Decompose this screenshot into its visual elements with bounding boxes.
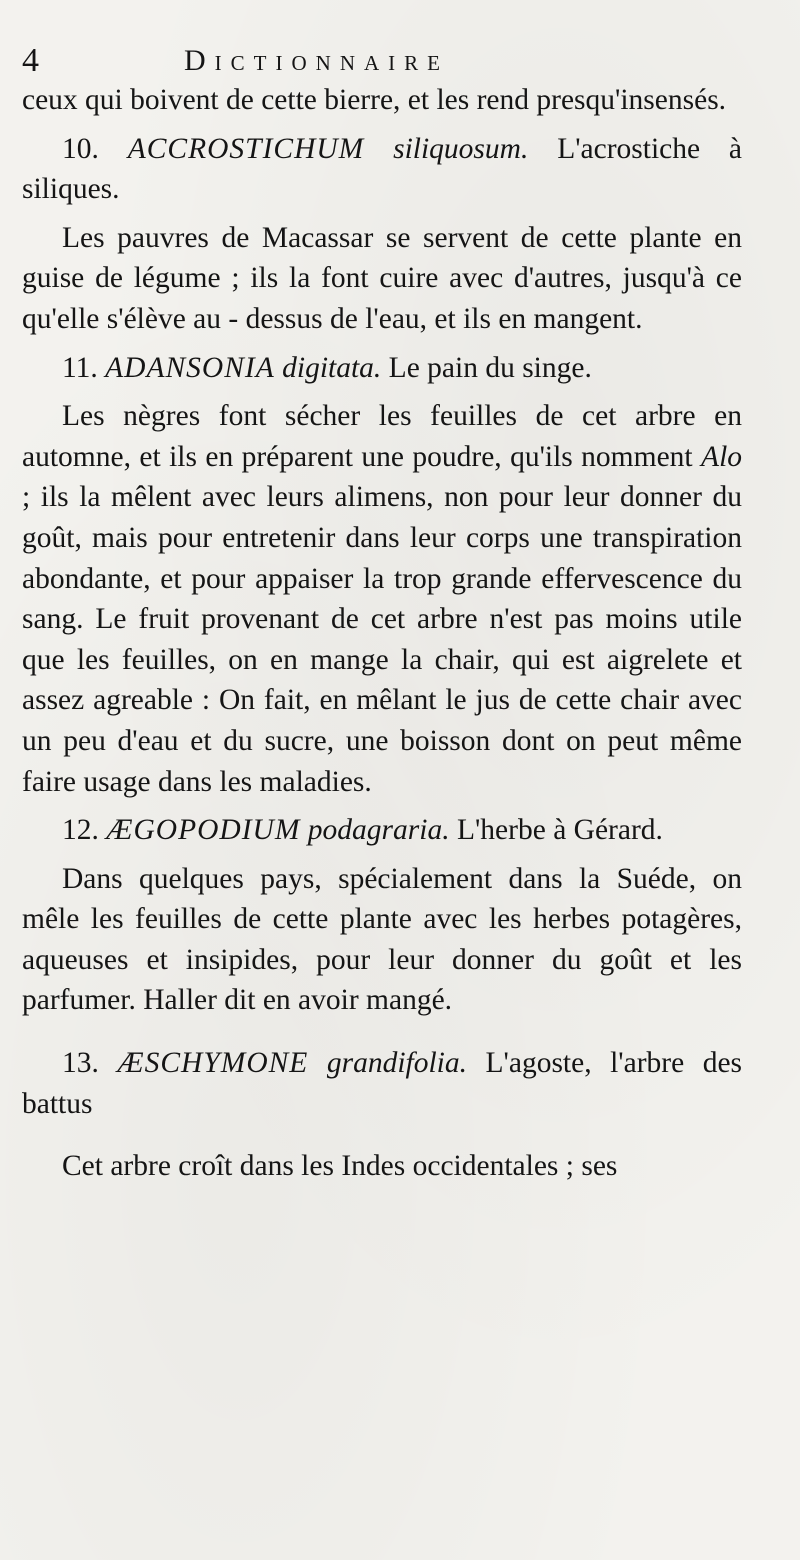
entry-number: 12. — [62, 814, 99, 847]
entry-number: 11. — [62, 351, 98, 384]
entry-heading — [22, 348, 742, 389]
entry-species: grandifolia. — [326, 1047, 467, 1080]
entry-heading — [22, 810, 742, 851]
entry-common-name: Le pain du singe. — [388, 351, 592, 384]
entry-number: 10. — [62, 132, 99, 165]
entry-heading — [22, 1043, 742, 1124]
entry-species: siliquosum. — [393, 132, 529, 165]
entry-description: Les pauvres de Macassar se servent de cette plante en guise de légume ; ils la font cuire avec d'autres, jusqu'à ce qu'elle s'élève au - dessus de l'eau, et ils en mangent. — [22, 221, 742, 335]
entry-common-name: L'acrostiche à siliques. — [22, 132, 743, 206]
entry-genus: ADANSONIA — [105, 351, 275, 384]
entry-genus: ÆSCHYMONE — [117, 1047, 309, 1080]
entry-species: podagraria. — [307, 814, 450, 847]
entry-common-name: L'herbe à Gérard. — [456, 814, 663, 847]
continuation-paragraph: ceux qui boivent de cette bierre, et les rend presqu'insensés. — [22, 84, 727, 116]
entry-genus: ACCROSTICHUM — [127, 132, 365, 165]
entry-description — [22, 396, 742, 802]
entry-description: Cet arbre croît dans les Indes occidentales ; ses — [62, 1150, 618, 1183]
description-italic-term: Alo — [701, 440, 743, 473]
page-body — [22, 80, 742, 1187]
running-head: Dictionnaire — [184, 44, 449, 77]
entry-species: digitata. — [282, 351, 382, 384]
page-number: 4 — [22, 42, 39, 79]
entry-heading — [22, 129, 742, 210]
entry-description: Dans quelques pays, spécialement dans la Suéde, on mêle les feuilles de cette plante avec les herbes potagères, aqueuses et insipides, pour leur donner du goût et les parfumer. Haller dit en avoir mangé. — [22, 862, 742, 1017]
entry-genus: ÆGOPODIUM — [106, 814, 301, 847]
description-text: Les nègres font sécher les feuilles de cet arbre en automne, et ils en préparent une poudre, qu'ils nomment — [22, 400, 742, 473]
entry-common-name: L'agoste, l'arbre des battus — [22, 1047, 743, 1120]
description-text: ; ils la mêlent avec leurs alimens, non pour leur donner du goût, mais pour entretenir dans leur corps une transpiration abondante, et pour appaiser la trop grande effervescence du sang. Le fruit provenant de cet arbre n'est pas moins utile que les feuilles, on en mange la chair, qui est aigrelete et assez agreable : On fait, en mêlant le jus de cette chair avec un peu d'eau et du sucre, une boisson dont on peut même faire usage dans les maladies. — [22, 481, 742, 798]
entry-number: 13. — [62, 1047, 99, 1080]
page-header — [22, 36, 782, 86]
